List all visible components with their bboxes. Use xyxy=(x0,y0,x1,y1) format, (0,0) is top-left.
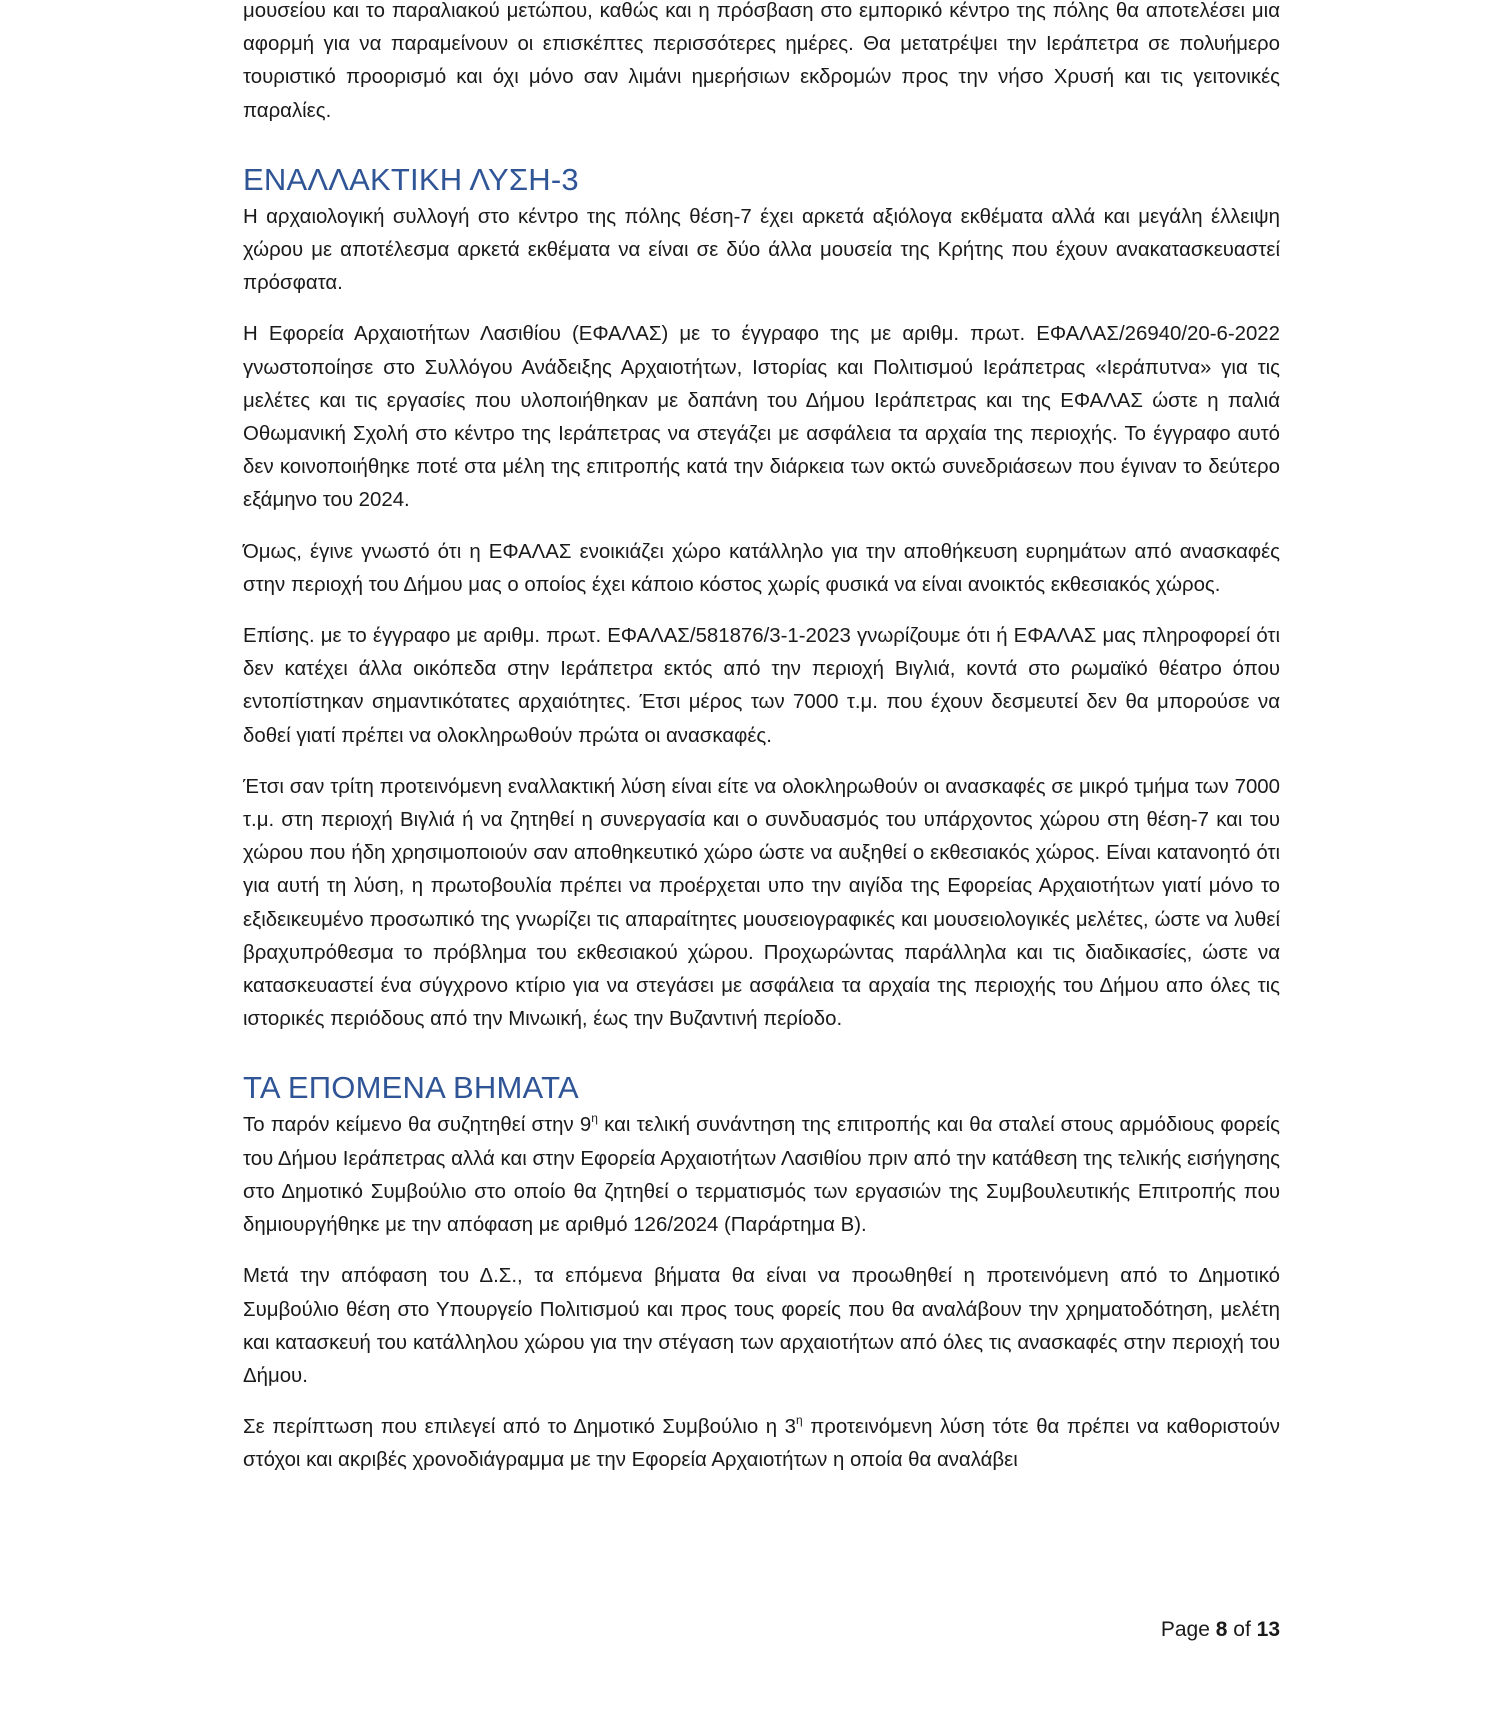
page-number-footer xyxy=(1161,1615,1280,1645)
document-page xyxy=(243,0,1280,1496)
paragraph-archaeological-collection: Η αρχαιολογική συλλογή στο κέντρο της πόλης θέση-7 έχει αρκετά αξιόλογα εκθέματα αλλά και μεγάλη έλλειψη χώρου με αποτέλεσμα αρκετά εκθέματα να είναι σε δύο άλλα μουσεία της Κρήτης που έχουν ανακατασκευαστεί πρόσφατα. xyxy=(243,205,1280,295)
ordinal-superscript: η xyxy=(795,1413,803,1428)
paragraph-ninth-meeting xyxy=(243,1109,1280,1242)
paragraph-third-solution-chosen-end: προτεινόμενη λύση τότε θα πρέπει να καθοριστούν στόχοι και ακριβές χρονοδιάγραμμα με την Εφορεία Αρχαιοτήτων η οποία θα αναλάβει xyxy=(243,1416,1280,1472)
paragraph-ephorate-document: Η Εφορεία Αρχαιοτήτων Λασιθίου (ΕΦΑΛΑΣ) με το έγγραφο της με αριθμ. πρωτ. ΕΦΑΛΑΣ/26940/20-6-2022 γνωστοποίησε στο Συλλόγου Ανάδειξης Αρχαιοτήτων, Ιστορίας και Πολιτισμού Ιεράπετρας «Ιεράπυτνα» για τις μελέτες και τις εργασίες που υλοποιήθηκαν με δαπάνη του Δήμου Ιεράπετρας και της ΕΦΑΛΑΣ ώστε η παλιά Οθωμανική Σχολή στο κέντρο της Ιεράπετρας να στεγάζει με ασφάλεια τα αρχαία της περιοχής. Το έγγραφο αυτό δεν κοινοποιήθηκε ποτέ στα μέλη της επιτροπής κατά την διάρκεια των οκτώ συνεδριάσεων που έγιναν το δεύτερο εξάμηνο του 2024. xyxy=(243,323,1280,512)
total-pages-number: 13 xyxy=(1256,1618,1280,1641)
paragraph-vigla-plots: Επίσης. με το έγγραφο με αριθμ. πρωτ. ΕΦΑΛΑΣ/581876/3-1-2023 γνωρίζουμε ότι ή ΕΦΑΛΑΣ μας πληροφορεί ότι δεν κατέχει άλλα οικόπεδα στην Ιεράπετρα εκτός από την περιοχή Βιγλιά, κοντά στο ρωμαϊκό θέατρο όπου εντοπίστηκαν σημαντικότατες αρχαιότητες. Έτσι μέρος των 7000 τ.μ. που έχουν δεσμευτεί δεν θα μπορούσε να δοθεί γιατί πρέπει να ολοκληρωθούν πρώτα οι ανασκαφές. xyxy=(243,625,1280,747)
paragraph-storage-space: Όμως, έγινε γνωστό ότι η ΕΦΑΛΑΣ ενοικιάζει χώρο κατάλληλο για την αποθήκευση ευρημάτων από ανασκαφές στην περιοχή του Δήμου μας ο οποίος έχει κάποιο κόστος χωρίς φυσικά να είναι ανοικτός εκθεσιακός χώρος. xyxy=(243,540,1280,596)
of-word: of xyxy=(1233,1618,1251,1641)
page-word: Page xyxy=(1160,1618,1210,1641)
paragraph-third-solution: Έτσι σαν τρίτη προτεινόμενη εναλλακτική λύση είναι είτε να ολοκληρωθούν οι ανασκαφές σε μικρό τμήμα των 7000 τ.μ. στη περιοχή Βιγλιά ή να ζητηθεί η συνεργασία και ο συνδυασμός του υπάρχοντος χώρου στη θέση-7 και του χώρου που ήδη χρησιμοποιούν σαν αποθηκευτικό χώρο ώστε να αυξηθεί ο εκθεσιακός χώρος. Είναι κατανοητό ότι για αυτή τη λύση, η πρωτοβουλία πρέπει να προέρχεται υπο την αιγίδα της Εφορείας Αρχαιοτήτων γιατί μόνο το εξιδεικευμένο προσωπικό της γνωρίζει τις απαραίτητες μουσειογραφικές και μουσειολογικές μελέτες, ώστε να λυθεί βραχυπρόθεσμα το πρόβλημα του εκθεσιακού χώρου. Προχωρώντας παράλληλα και τις διαδικασίες, ώστε να κατασκευαστεί ένα σύγχρονο κτίριο για να στεγάσει με ασφάλεια τα αρχαία της περιοχής του Δήμου απο όλες τις ιστορικές περιόδους από την Μινωική, έως την Βυζαντινή περίοδο. xyxy=(243,775,1280,1031)
paragraph-ninth-meeting-start: Το παρόν κείμενο θα συζητηθεί στην 9 xyxy=(243,1114,592,1137)
paragraph-third-solution-chosen xyxy=(243,1411,1280,1477)
heading-alternative-solution-3: ΕΝΑΛΛΑΚΤΙΚΗ ΛΥΣΗ-3 xyxy=(243,161,579,197)
current-page-number: 8 xyxy=(1215,1618,1228,1641)
paragraph-after-decision: Μετά την απόφαση του Δ.Σ., τα επόμενα βήματα θα είναι να προωθηθεί η προτεινόμενη από το Δημοτικό Συμβούλιο θέση στο Υπουργείο Πολιτισμού και προς τους φορείς που θα αναλάβουν την χρηματοδότηση, μελέτη και κατασκευή του κατάλληλου χώρου για την στέγαση των αρχαιοτήτων από όλες τις ανασκαφές στην περιοχή του Δήμου. xyxy=(243,1265,1280,1387)
paragraph-third-solution-chosen-start: Σε περίπτωση που επιλεγεί από το Δημοτικό Συμβούλιο η 3 xyxy=(243,1416,796,1439)
ordinal-superscript: η xyxy=(591,1111,598,1126)
heading-next-steps: ΤΑ ΕΠΟΜΕΝΑ ΒΗΜΑΤΑ xyxy=(243,1070,579,1106)
paragraph-ninth-meeting-end: και τελική συνάντηση της επιτροπής και θα σταλεί στους αρμόδιους φορείς του Δήμου Ιεράπετρας αλλά και στην Εφορεία Αρχαιοτήτων Λασιθίου πριν από την κατάθεση της τελικής εισήγησης στο Δημοτικό Συμβούλιο στο οποίο θα ζητηθεί ο τερματισμός των εργασιών της Συμβουλευτικής Επιτροπής που δημιουργήθηκε με την απόφαση με αριθμό 126/2024 (Παράρτημα Β). xyxy=(243,1114,1280,1237)
paragraph-intro-continuation: μουσείου και το παραλιακού μετώπου, καθώς και η πρόσβαση στο εμπορικό κέντρο της πόλης θα αποτελέσει μια αφορμή για να παραμείνουν οι επισκέπτες περισσότερες ημέρες. Θα μετατρέψει την Ιεράπετρα σε πολυήμερο τουριστικό προορισμό και όχι μόνο σαν λιμάνι ημερήσιων εκδρομών προς την νήσο Χρυσή και τις γειτονικές παραλίες. xyxy=(243,0,1280,122)
